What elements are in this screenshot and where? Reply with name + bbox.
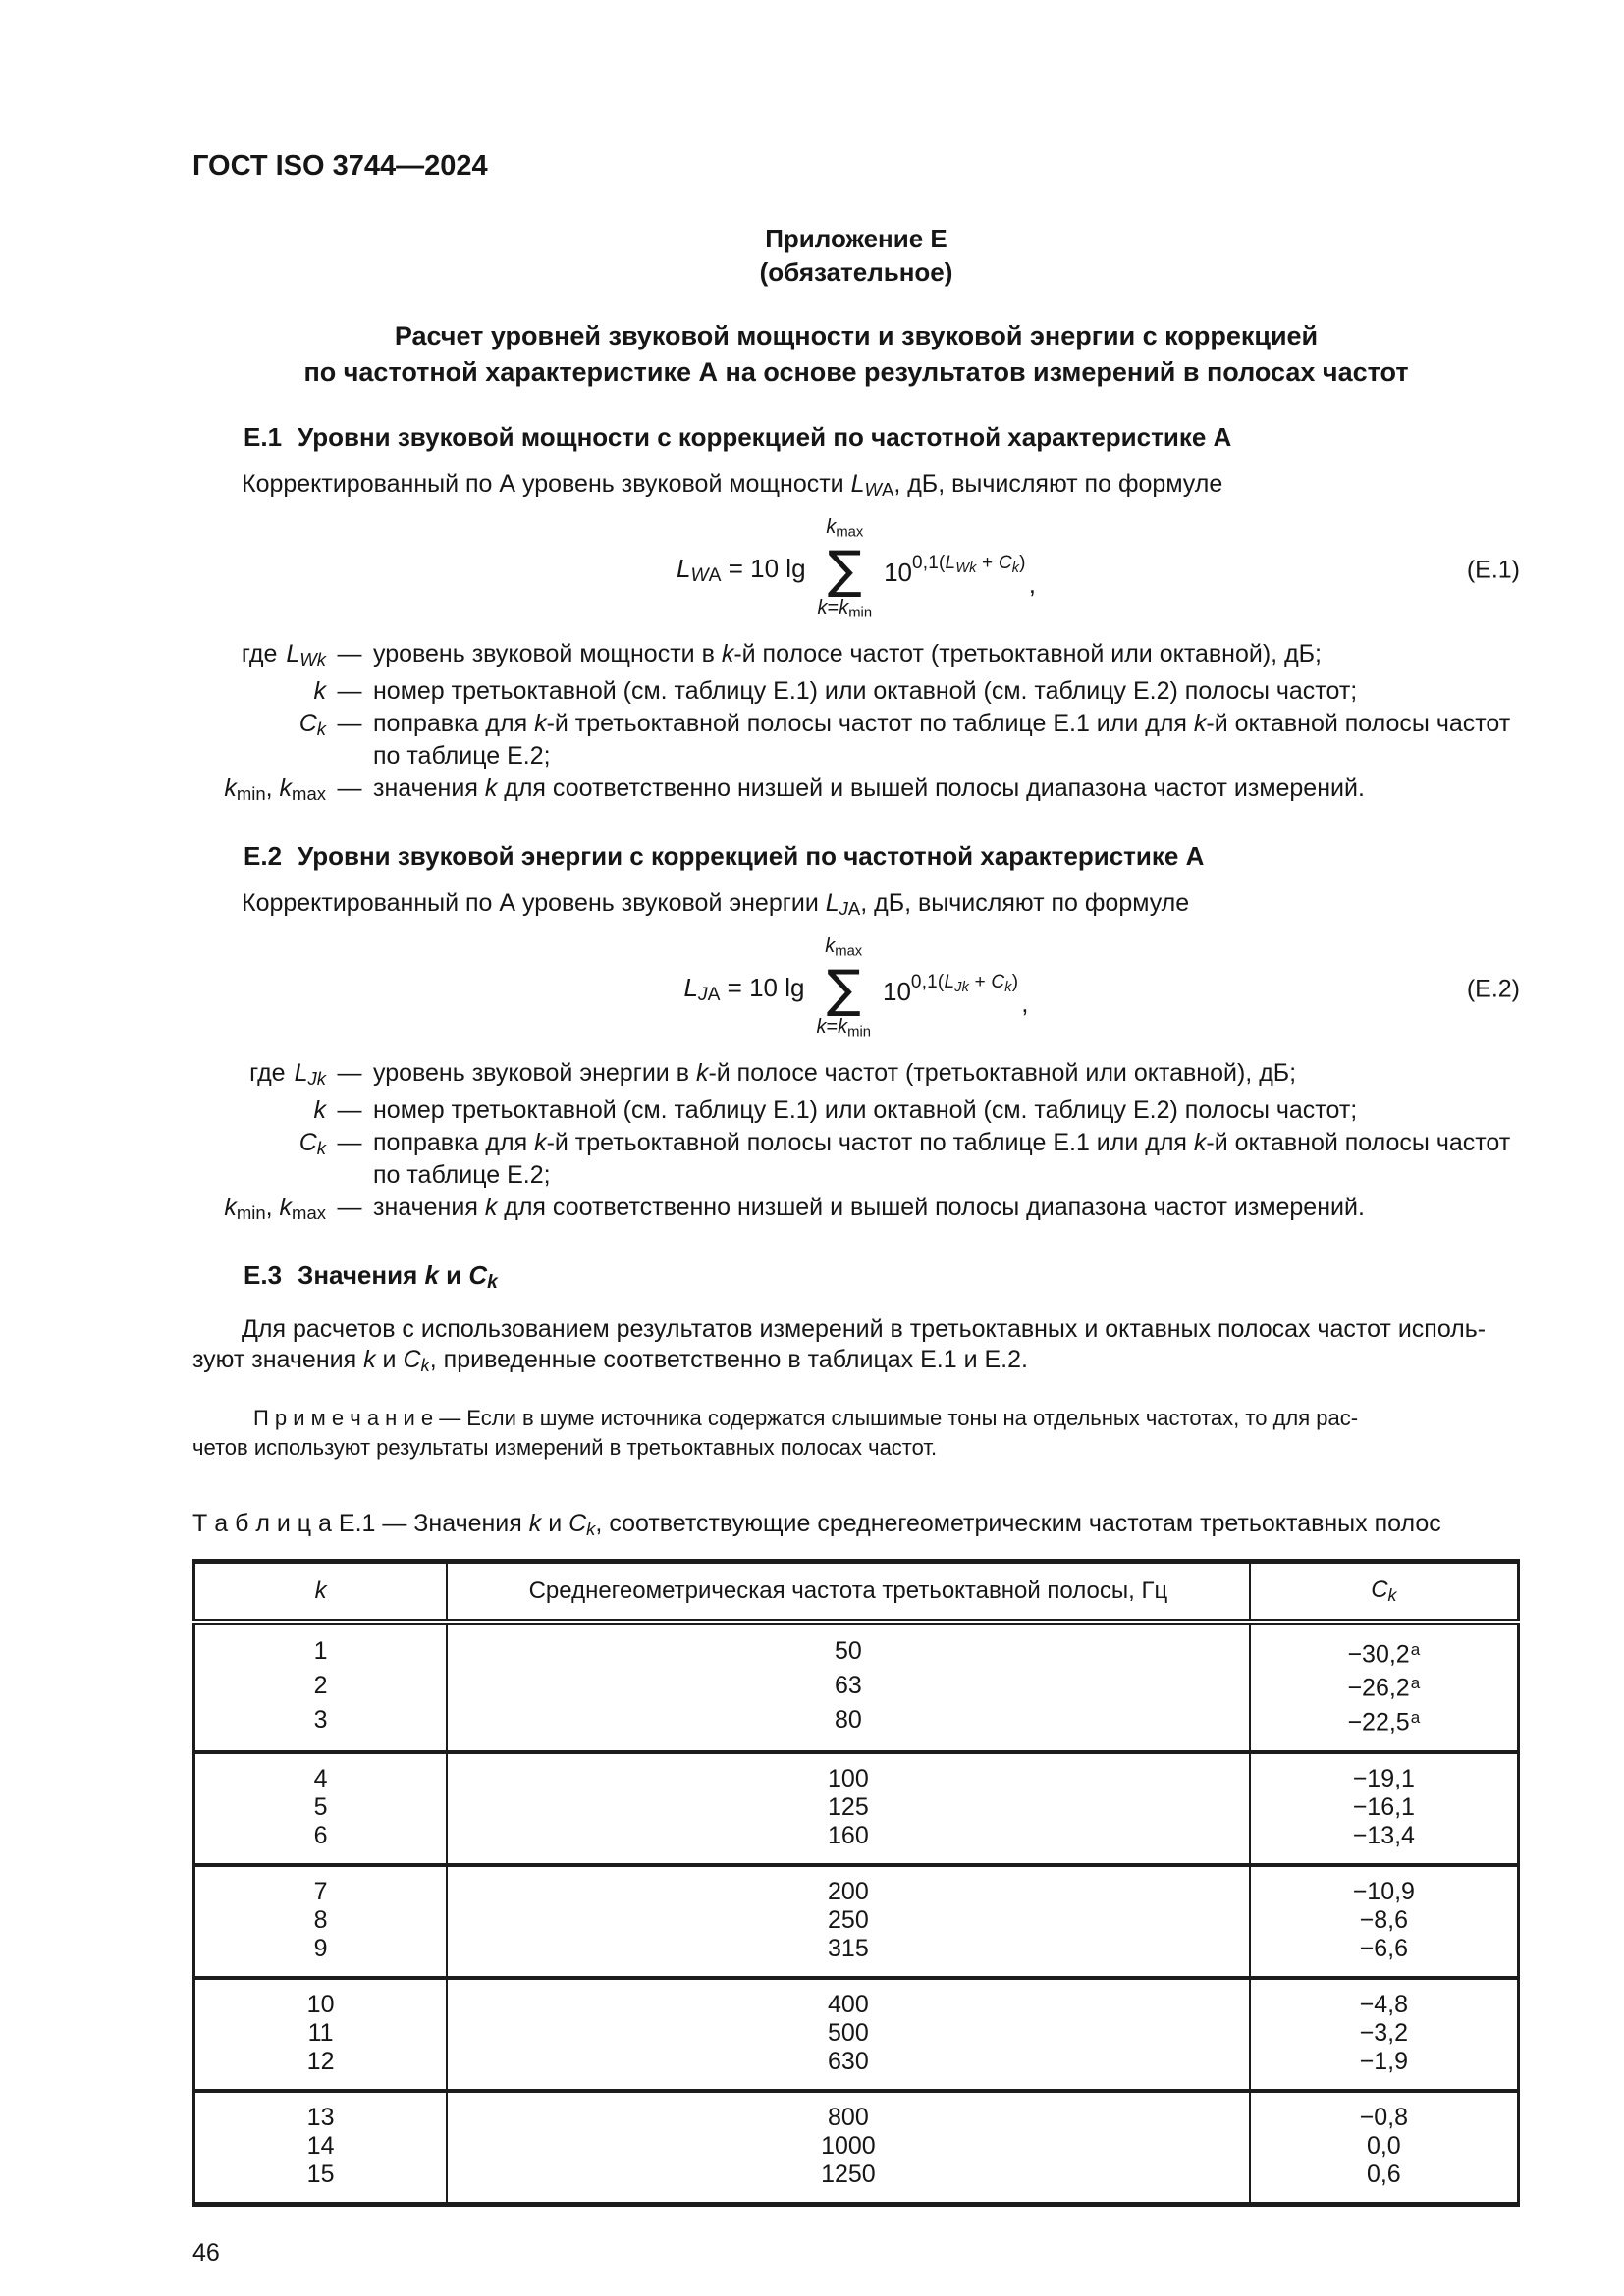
section-e3-number: Е.3 (244, 1260, 283, 1291)
definitions-e2 (192, 1057, 1520, 1229)
cell-ck: −19,1 (1250, 1752, 1519, 1793)
document-title (192, 318, 1520, 391)
section-e2-heading (192, 839, 1520, 873)
table-group-1 (194, 1622, 1519, 1752)
section-e1-title: Уровни звуковой мощности с коррекцией по частотной характеристике А (298, 422, 1232, 452)
cell-frequency: 80 (447, 1703, 1249, 1752)
cell-k: 5 (194, 1793, 448, 1822)
table-group-5 (194, 2091, 1519, 2205)
cell-frequency: 400 (447, 1978, 1249, 2019)
footnote-marker: a (1410, 1639, 1421, 1659)
cell-frequency: 125 (447, 1793, 1249, 1822)
section-e1-intro: Корректированный по А уровень звуковой мощности $L_{WA}$, дБ, вычисляют по формуле (242, 470, 1223, 501)
cell-k: 11 (194, 2019, 448, 2048)
section-e1-heading (192, 420, 1520, 454)
sum-lower-limit: $k=k_{min}$ (816, 1016, 871, 1041)
cell-k: 2 (194, 1669, 448, 1703)
formula-e2 (192, 932, 1520, 1047)
formula-e2-number: (Е.2) (1466, 975, 1520, 1003)
cell-ck: −16,1 (1250, 1793, 1519, 1822)
cell-k: 12 (194, 2048, 448, 2091)
definition-item: k — номер третьоктавной (см. таблицу Е.1) или октавной (см. таблицу Е.2) полосы частот; (313, 1096, 1358, 1125)
cell-k: 6 (194, 1822, 448, 1865)
cell-ck: −4,8 (1250, 1978, 1519, 2019)
cell-frequency: 100 (447, 1752, 1249, 1793)
document-title-line1: Расчет уровней звуковой мощности и звуковой энергии с коррекцией (394, 321, 1319, 350)
sum-upper-limit: $k_{max}$ (826, 515, 864, 541)
cell-frequency: 160 (447, 1822, 1249, 1865)
cell-frequency: 500 (447, 2019, 1249, 2048)
table-row (194, 1793, 1519, 1822)
definition-item: k — номер третьоктавной (см. таблицу Е.1) или октавной (см. таблицу Е.2) полосы частот; (313, 677, 1358, 706)
cell-k: 15 (194, 2161, 448, 2205)
definition-item: $C_k$ — поправка для k-й третьоктавной полосы частот по таблице Е.1 или для k-й октавной полосы частот по таблице Е.2; (298, 710, 1511, 771)
cell-ck: −13,4 (1250, 1822, 1519, 1865)
cell-k: 14 (194, 2132, 448, 2161)
section-e2-intro: Корректированный по А уровень звуковой энергии $L_{JA}$, дБ, вычисляют по формуле (242, 889, 1190, 920)
definition-item: $k_{min}$, $k_{max}$ — значения k для соответственно низшей и вышей полосы диапазона частот измерений. (224, 774, 1365, 805)
definition-item: где $L_{Jk}$ — уровень звуковой энергии в k-й полосе частот (третьоктавной или октавной), дБ; (249, 1059, 1297, 1090)
cell-ck: −6,6 (1250, 1935, 1519, 1978)
cell-ck: −3,2 (1250, 2019, 1519, 2048)
cell-ck: 0,0 (1250, 2132, 1519, 2161)
section-e3-paragraph: Для расчетов с использованием результатов измерений в третьоктавных и октавных полосах частот исполь- зуют значения k и $C_k$, приведенные соответственно в таблицах Е.1 и Е.2. (192, 1314, 1487, 1375)
cell-k: 3 (194, 1703, 448, 1752)
table-row (194, 1935, 1519, 1978)
cell-ck: −30,2$^a$ (1250, 1622, 1519, 1670)
sigma-icon: ∑ (827, 541, 862, 601)
formula-e1-number: (Е.1) (1466, 556, 1520, 584)
table-group-3 (194, 1865, 1519, 1978)
cell-ck: −1,9 (1250, 2048, 1519, 2091)
table-group-2 (194, 1752, 1519, 1865)
formula-e2-body (684, 934, 1029, 1045)
cell-ck: −22,5$^a$ (1250, 1703, 1519, 1752)
table-row (194, 1669, 1519, 1703)
definition-item: $C_k$ — поправка для k-й третьоктавной полосы частот по таблице Е.1 или для k-й октавной полосы частот по таблице Е.2; (298, 1129, 1511, 1190)
table-row (194, 2048, 1519, 2091)
table-e1-caption: Т а б л и ц а Е.1 — Значения k и $C_k$, соответствующие среднегеометрическим частотам третьоктавных полос (192, 1509, 1441, 1539)
formula-e1-rhs: $10^{0,1(L_{Wk} + C_k)}$, (884, 553, 1036, 600)
cell-ck: −0,8 (1250, 2091, 1519, 2132)
cell-k: 1 (194, 1622, 448, 1670)
formula-e1-body (677, 515, 1036, 626)
section-e2-title: Уровни звуковой энергии с коррекцией по частотной характеристике А (298, 841, 1205, 872)
cell-k: 8 (194, 1906, 448, 1935)
table-row (194, 2132, 1519, 2161)
column-header-frequency: Среднегеометрическая частота третьоктавной полосы, Гц (447, 1561, 1249, 1621)
sigma-icon: ∑ (826, 960, 861, 1020)
appendix-status: (обязательное) (759, 257, 953, 287)
cell-k: 10 (194, 1978, 448, 2019)
cell-k: 9 (194, 1935, 448, 1978)
cell-frequency: 630 (447, 2048, 1249, 2091)
table-row (194, 2019, 1519, 2048)
table-row (194, 1752, 1519, 1793)
table-header-row (194, 1561, 1519, 1621)
sum-upper-limit: $k_{max}$ (825, 935, 863, 960)
formula-e1 (192, 512, 1520, 628)
sum-symbol (816, 934, 871, 1045)
cell-frequency: 63 (447, 1669, 1249, 1703)
footnote-marker: a (1410, 1674, 1421, 1693)
table-e1 (192, 1559, 1520, 2207)
cell-frequency: 200 (447, 1865, 1249, 1906)
table-row (194, 1978, 1519, 2019)
cell-ck: −10,9 (1250, 1865, 1519, 1906)
cell-frequency: 50 (447, 1622, 1249, 1670)
table-e1-header (194, 1561, 1519, 1621)
table-row (194, 2091, 1519, 2132)
cell-k: 7 (194, 1865, 448, 1906)
table-row (194, 1622, 1519, 1670)
table-group-4 (194, 1978, 1519, 2091)
cell-k: 13 (194, 2091, 448, 2132)
section-e1-number: Е.1 (244, 422, 283, 452)
sum-lower-limit: $k=k_{min}$ (817, 597, 873, 621)
cell-ck: 0,6 (1250, 2161, 1519, 2205)
cell-frequency: 315 (447, 1935, 1249, 1978)
cell-ck: −8,6 (1250, 1906, 1519, 1935)
appendix-label: Приложение Е (765, 224, 947, 253)
document-title-line2: по частотной характеристике А на основе результатов измерений в полосах частот (303, 357, 1409, 387)
cell-ck: −26,2$^a$ (1250, 1669, 1519, 1703)
section-e3-title: Значения k и $C_k$ (298, 1260, 498, 1294)
formula-e2-lhs: $L_{JA} = 10$ lg (683, 973, 805, 1006)
footnote-marker: a (1410, 1707, 1421, 1727)
sum-symbol (818, 515, 873, 626)
section-e2-number: Е.2 (244, 841, 283, 872)
column-header-k: k (194, 1561, 448, 1621)
section-e3-note: П р и м е ч а н и е — Если в шуме источника содержатся слышимые тоны на отдельных частотах, то для рас- четов используют результаты измерений в третьоктавных полосах частот. (192, 1405, 1359, 1460)
page-number: 46 (192, 2238, 220, 2267)
section-e3-heading (192, 1258, 1520, 1300)
table-row (194, 1865, 1519, 1906)
cell-frequency: 1000 (447, 2132, 1249, 2161)
definition-item: $k_{min}$, $k_{max}$ — значения k для соответственно низшей и вышей полосы диапазона частот измерений. (224, 1194, 1365, 1224)
definition-item: где $L_{Wk}$ — уровень звуковой мощности в k-й полосе частот (третьоктавной или октавной), дБ; (241, 640, 1323, 670)
table-row (194, 2161, 1519, 2205)
cell-frequency: 250 (447, 1906, 1249, 1935)
column-header-ck: $C_k$ (1250, 1561, 1519, 1621)
table-row (194, 1906, 1519, 1935)
table-row (194, 1822, 1519, 1865)
cell-frequency: 800 (447, 2091, 1249, 2132)
formula-e1-lhs: $L_{WA} = 10$ lg (677, 553, 806, 587)
cell-frequency: 1250 (447, 2161, 1249, 2205)
table-row (194, 1703, 1519, 1752)
formula-e2-rhs: $10^{0,1(L_{Jk} + C_k)}$, (883, 972, 1029, 1019)
definitions-e1 (192, 638, 1520, 810)
cell-k: 4 (194, 1752, 448, 1793)
running-header: ГОСТ ISO 3744—2024 (192, 150, 488, 182)
